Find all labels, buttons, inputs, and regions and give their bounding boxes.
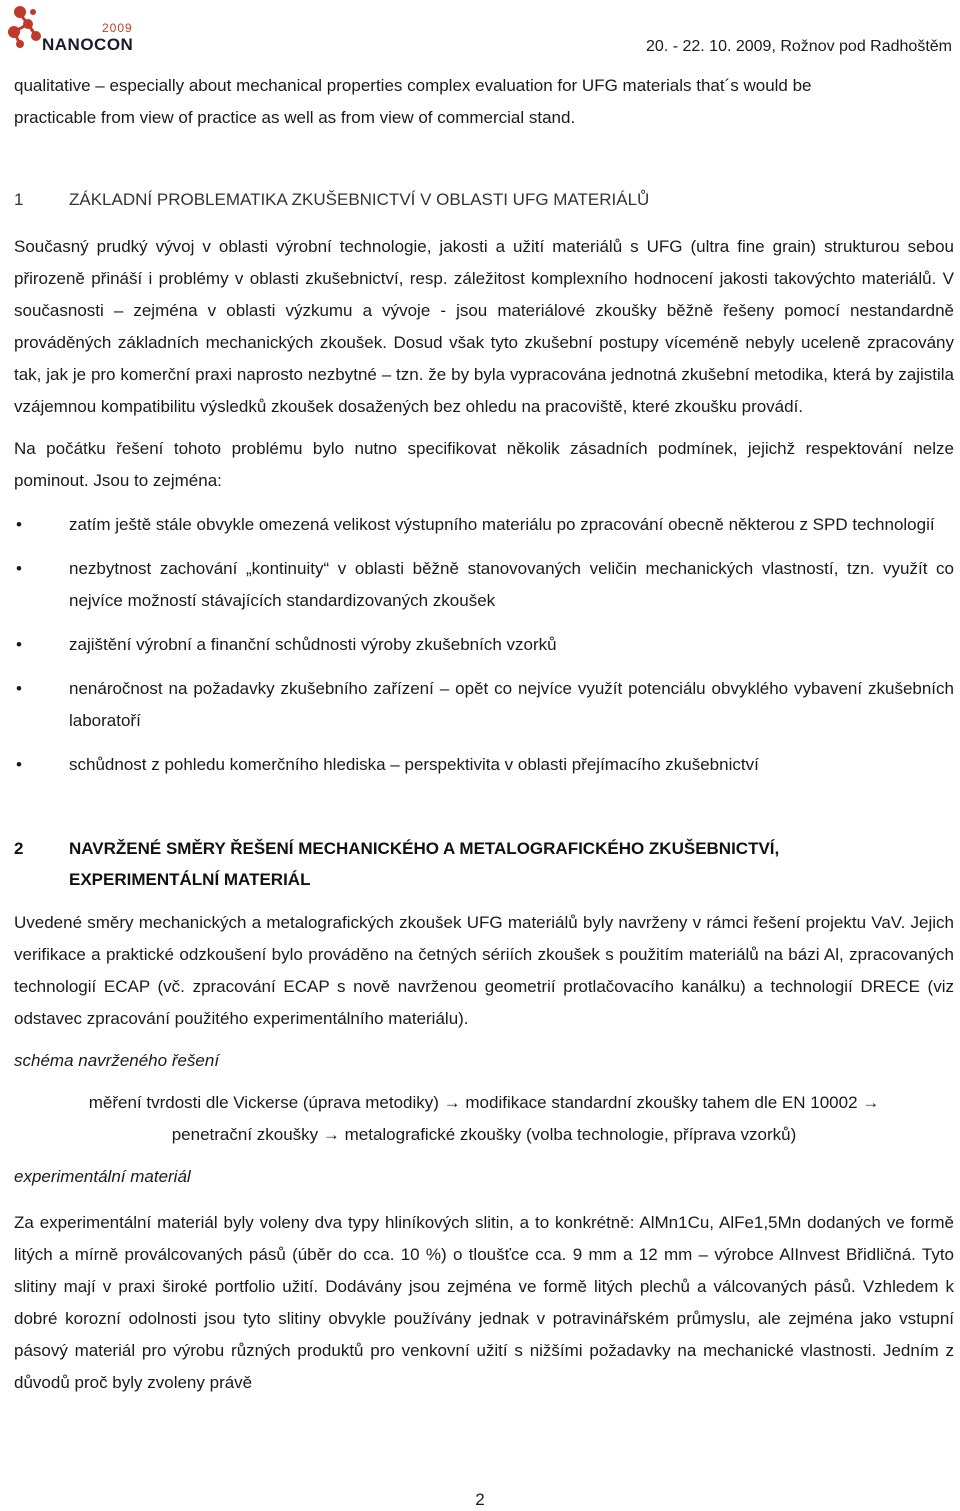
list-item-text: zajištění výrobní a finanční schůdnosti výroby zkušebních vzorků bbox=[69, 635, 557, 654]
page-number: 2 bbox=[475, 1490, 485, 1509]
intro-line-2: practicable from view of practice as well as from view of commercial stand. bbox=[14, 108, 576, 127]
intro-text bbox=[14, 70, 954, 134]
scheme-flow bbox=[14, 1087, 954, 1151]
molecule-icon bbox=[6, 2, 46, 54]
intro-line-1: qualitative – especially about mechanical properties complex evaluation for UFG materials that´s would be bbox=[14, 76, 812, 95]
list-item bbox=[14, 749, 954, 781]
list-item-text: zatím ještě stále obvykle omezená velikost výstupního materiálu po zpracování obecně některou z SPD technologií bbox=[69, 515, 935, 534]
logo-text: NANOCON bbox=[42, 35, 134, 54]
bullet-icon: • bbox=[16, 755, 22, 774]
section-1-paragraph-1: Současný prudký vývoj v oblasti výrobní technologie, jakosti a užití materiálů s UFG (ultra fine grain) strukturou sebou přirozeně přináší i problémy v oblasti zkušebnictví, resp. záležitost komplexního hodnocení jakosti takovýchto materiálů. V současnosti – zejména v oblasti výzkumu a vývoje - jsou materiálové zkoušky běžně řešeny pomocí nestandardně prováděných základních mechanických zkoušek. Dosud však tyto zkušební postupy víceméně nebyly uceleně zpracovány tak, jak je pro komerční praxi naprosto nezbytné – tzn. že by byla vypracována jednotná zkušební metodika, která by zajistila vzájemnou kompatibilitu výsledků zkoušek dosažených bez ohledu na pracoviště, které zkoušku provádí. bbox=[14, 237, 954, 416]
list-item bbox=[14, 553, 954, 617]
section-2-number: 2 bbox=[14, 839, 24, 858]
page-header bbox=[0, 0, 960, 62]
list-item-text: schůdnost z pohledu komerčního hlediska – perspektivita v oblasti přejímacího zkušebnictví bbox=[69, 755, 759, 774]
conditions-list bbox=[14, 509, 954, 781]
list-item bbox=[14, 629, 954, 661]
section-2-paragraph-2: Za experimentální materiál byly voleny dva typy hliníkových slitin, a to konkrétně: AlMn1Cu, AlFe1,5Mn dodaných ve formě litých a mírně proválcovaných pásů (úběr do cca. 10 %) o tloušťce cca. 9 mm a 12 mm – výrobce AlInvest Břidličná. Tyto slitiny mají v praxi široké portfolio užití. Dodávány jsou zejména ve formě litých plechů a válcovaných pásů. Vzhledem k dobré korozní odolnosti jsou tyto slitiny obvykle používány jednak v potravinářském průmyslu, ale zejména jako vstupní pásový materiál pro výrobu různých produktů pro venkovní užití s nižšími požadavky na mechanické vlastnosti. Jedním z důvodů proč byly zvoleny právě bbox=[14, 1213, 954, 1392]
section-1-number: 1 bbox=[14, 190, 24, 209]
scheme-label: schéma navrženého řešení bbox=[14, 1051, 220, 1070]
material-label: experimentální materiál bbox=[14, 1167, 191, 1186]
list-item bbox=[14, 509, 954, 541]
section-2-title-line-1: NAVRŽENÉ SMĚRY ŘEŠENÍ MECHANICKÉHO A METALOGRAFICKÉHO ZKUŠEBNICTVÍ, bbox=[69, 839, 780, 858]
section-2-heading-line-1 bbox=[14, 833, 954, 864]
bullet-icon: • bbox=[16, 559, 22, 578]
bullet-icon: • bbox=[16, 635, 22, 654]
section-2-heading bbox=[14, 833, 954, 895]
section-1-heading bbox=[14, 184, 954, 215]
section-1-title: ZÁKLADNÍ PROBLEMATIKA ZKUŠEBNICTVÍ V OBLASTI UFG MATERIÁLŮ bbox=[69, 190, 650, 209]
conference-info: 20. - 22. 10. 2009, Rožnov pod Radhoštěm bbox=[646, 38, 952, 55]
bullet-icon: • bbox=[16, 679, 22, 698]
list-item-text: nenáročnost na požadavky zkušebního zařízení – opět co nejvíce využít potenciálu obvyklého vybavení zkušebních laboratoří bbox=[69, 679, 954, 730]
logo-year: 2009 bbox=[102, 21, 133, 35]
page-content bbox=[14, 70, 954, 1399]
scheme-line-1: měření tvrdosti dle Vickerse (úprava metodiky) → modifikace standardní zkoušky tahem dle EN 10002 → bbox=[88, 1093, 880, 1112]
list-item bbox=[14, 673, 954, 737]
section-2-title-line-2: EXPERIMENTÁLNÍ MATERIÁL bbox=[69, 870, 311, 889]
section-1-paragraph-2: Na počátku řešení tohoto problému bylo nutno specifikovat několik zásadních podmínek, jejichž respektování nelze pominout. Jsou to zejména: bbox=[14, 439, 954, 490]
bullet-icon: • bbox=[16, 515, 22, 534]
nanocon-logo bbox=[6, 2, 156, 58]
scheme-line-2: penetrační zkoušky → metalografické zkoušky (volba technologie, příprava vzorků) bbox=[171, 1125, 797, 1144]
list-item-text: nezbytnost zachování „kontinuity“ v oblasti běžně stanovovaných veličin mechanických vlastností, tzn. využít co nejvíce možností stávajících standardizovaných zkoušek bbox=[69, 559, 954, 610]
section-2-paragraph-1: Uvedené směry mechanických a metalografických zkoušek UFG materiálů byly navrženy v rámci řešení projektu VaV. Jejich verifikace a praktické odzkoušení bylo prováděno na četných sériích zkoušek s použitím materiálů na bázi Al, zpracovaných technologií ECAP (vč. zpracování ECAP s nově navrženou geometrií protlačovacího kanálku) a technologií DRECE (viz odstavec zpracování použitého experimentálního materiálu). bbox=[14, 913, 954, 1028]
